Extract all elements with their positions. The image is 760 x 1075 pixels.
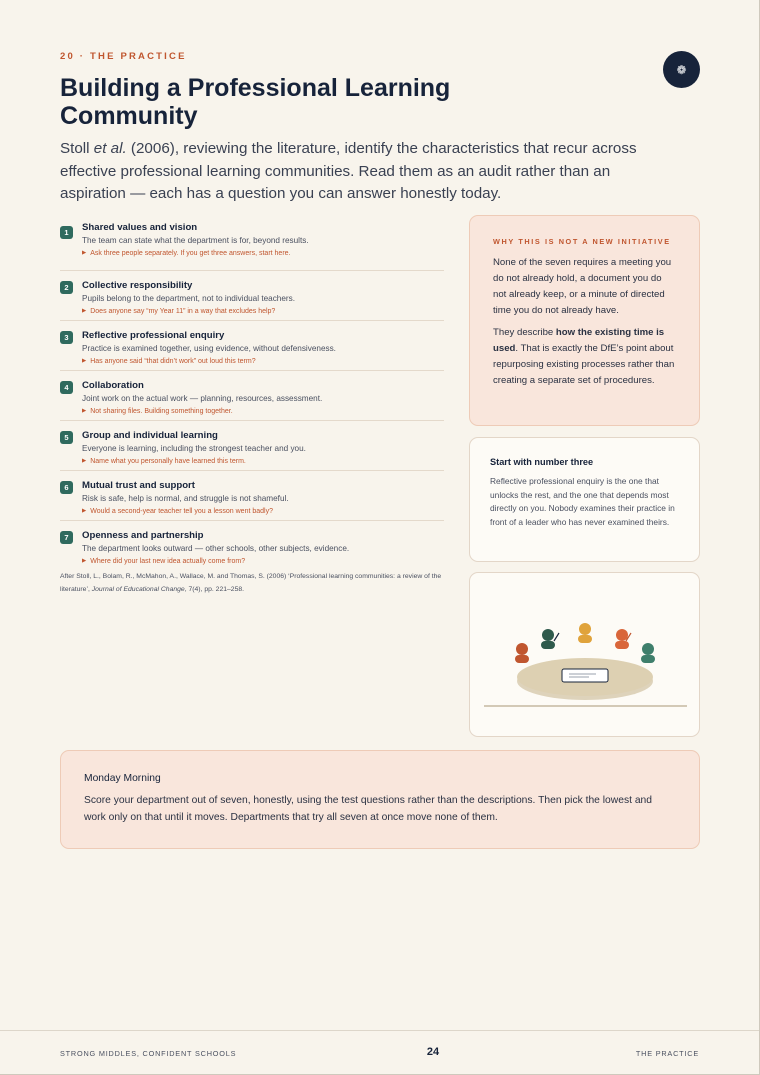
person-figure — [641, 643, 655, 663]
why-card-kicker: WHY THIS IS NOT A NEW INITIATIVE — [493, 237, 671, 246]
triangle-bullet-icon: ▶ — [82, 458, 87, 464]
triangle-bullet-icon: ▶ — [82, 308, 87, 314]
person-figure — [615, 629, 631, 649]
criterion-question-text: Would a second-year teacher tell you a lesson went badly? — [90, 508, 273, 515]
lede-paragraph — [60, 138, 675, 206]
monday-morning-box — [60, 750, 700, 849]
criterion-number: 4 — [60, 381, 73, 394]
criterion-title: Collaboration — [82, 380, 144, 391]
criterion-question — [82, 247, 444, 260]
criterion-description: The department looks outward — other schools, other subjects, evidence. — [82, 544, 350, 553]
triangle-bullet-icon: ▶ — [82, 558, 87, 564]
monday-morning-body: Score your department out of seven, honestly, using the test questions rather than the descriptions. Then pick the lowest and work only on that until it moves. Departments that try all seven at once move none of them. — [84, 795, 652, 823]
criterion-item — [60, 321, 444, 371]
page-number: 24 — [426, 1046, 440, 1058]
lede-start: Stoll — [60, 140, 94, 157]
section-kicker: 20 · THE PRACTICE — [60, 51, 187, 62]
why-card — [469, 215, 700, 426]
criterion-question-text: Does anyone say “my Year 11” in a way that excludes help? — [90, 308, 276, 315]
citation-start: After Stoll, L., Bolam, R., McMahon, A., Wallace, M. and Thomas, S. (2006) ‘Professional learning communities: a review of the literature’, — [60, 573, 442, 593]
criterion-question — [82, 305, 444, 318]
criterion-question-text: Has anyone said “that didn’t work” out loud this term? — [90, 358, 256, 365]
criterion-description: Practice is examined together, using evidence, without defensiveness. — [82, 344, 336, 353]
person-figure — [515, 643, 529, 663]
criterion-title: Shared values and vision — [82, 222, 198, 233]
criterion-question-text: Where did your last new idea actually come from? — [90, 558, 246, 565]
criterion-number: 6 — [60, 481, 73, 494]
triangle-bullet-icon: ▶ — [82, 250, 87, 256]
lede-emphasis: et al. — [93, 140, 127, 157]
criterion-question — [82, 455, 444, 468]
meeting-illustration-card — [469, 572, 700, 737]
criterion-description: Joint work on the actual work — planning, resources, assessment. — [82, 394, 323, 403]
criterion-item — [60, 421, 444, 471]
criterion-question-text: Ask three people separately. If you get three answers, start here. — [90, 250, 291, 257]
start-card-title: Start with number three — [490, 457, 594, 467]
start-card — [469, 437, 700, 562]
criterion-description: Risk is safe, help is normal, and struggle is not shameful. — [82, 494, 289, 503]
criteria-list — [60, 218, 444, 571]
person-figure — [541, 629, 559, 649]
criterion-number: 5 — [60, 431, 73, 444]
citation — [60, 571, 448, 596]
citation-end: , 7(4), pp. 221–258. — [184, 585, 245, 593]
footer-book-title: STRONG MIDDLES, CONFIDENT SCHOOLS — [60, 1049, 237, 1058]
start-card-body: Reflective professional enquiry is the one that unlocks the rest, and the one that depends most directly on you. Nobody examines their practice in front of a leader who has never examined theirs. — [490, 476, 675, 527]
footer-divider — [0, 1030, 759, 1031]
criterion-title: Group and individual learning — [82, 430, 218, 441]
lede-rest: (2006), reviewing the literature, identify the characteristics that recur across effective professional learning communities. Read them as an audit rather than an aspiration — each has a question you can answer honestly today. — [60, 140, 637, 202]
criterion-number: 2 — [60, 281, 73, 294]
why-card-paragraph-2 — [493, 325, 676, 389]
why-card-paragraph-1: None of the seven requires a meeting you do not already hold, a document you do not already keep, or a minute of directed time you do not already have. — [493, 257, 672, 316]
criterion-number: 7 — [60, 531, 73, 544]
person-figure — [578, 623, 592, 643]
criterion-item — [60, 221, 444, 271]
criterion-description: Pupils belong to the department, not to individual teachers. — [82, 294, 296, 303]
criterion-description: The team can state what the department is for, beyond results. — [82, 236, 309, 245]
triangle-bullet-icon: ▶ — [82, 508, 87, 514]
criterion-question — [82, 505, 444, 518]
criterion-title: Mutual trust and support — [82, 480, 195, 491]
criterion-description: Everyone is learning, including the strongest teacher and you. — [82, 444, 306, 453]
criterion-question-text: Name what you personally have learned this term. — [90, 458, 246, 465]
criterion-question — [82, 355, 444, 368]
footer-section: THE PRACTICE — [635, 1049, 699, 1058]
triangle-bullet-icon: ▶ — [82, 358, 87, 364]
page-title: Building a Professional Learning Community — [60, 74, 451, 130]
why-p2-start: They describe — [493, 327, 556, 338]
gear-icon: ❁ — [663, 51, 700, 88]
criterion-item — [60, 471, 444, 521]
citation-journal: Journal of Educational Change — [91, 585, 185, 593]
why-p2-end: . That is exactly the DfE’s point about repurposing existing processes rather than creating a separate set of procedures. — [493, 343, 675, 386]
why-p2-bold: how the existing time is used — [493, 327, 665, 354]
monday-morning-title: Monday Morning — [84, 773, 161, 784]
criterion-question-text: Not sharing files. Building something together. — [90, 408, 233, 415]
criterion-number: 1 — [60, 226, 73, 239]
criterion-item — [60, 271, 444, 321]
criterion-number: 3 — [60, 331, 73, 344]
criterion-title: Reflective professional enquiry — [82, 330, 225, 341]
criterion-item — [60, 521, 444, 571]
criterion-title: Collective responsibility — [82, 280, 193, 291]
triangle-bullet-icon: ▶ — [82, 408, 87, 414]
criterion-item — [60, 371, 444, 421]
meeting-table-illustration — [470, 573, 701, 738]
criterion-question — [82, 555, 444, 568]
criterion-question — [82, 405, 444, 418]
criterion-title: Openness and partnership — [82, 530, 204, 541]
